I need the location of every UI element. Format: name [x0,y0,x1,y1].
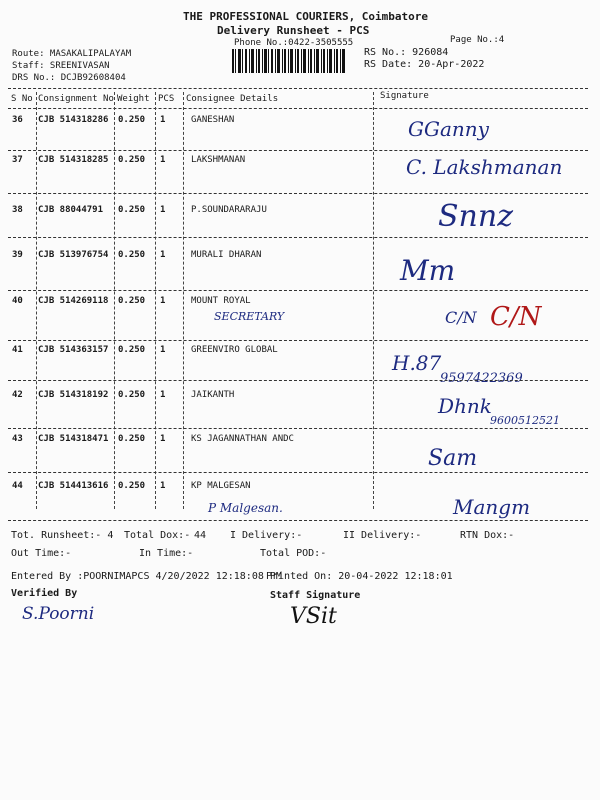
row-sno: 39 [12,250,23,260]
row-pcs: 1 [160,345,166,355]
row-divider [8,340,588,341]
row-sno: 41 [12,345,23,355]
row-sno: 42 [12,390,23,400]
row-weight: 0.250 [118,155,146,165]
staff: Staff: SREENIVASAN [12,61,110,71]
route: Route: MASAKALIPALAYAM [12,49,132,59]
row-signature: C. Lakshmanan [406,155,563,179]
row-weight: 0.250 [118,481,146,491]
row-weight: 0.250 [118,296,146,306]
row-divider [8,472,588,473]
row-signature: Snnz [438,199,513,234]
total-dox-label: Total Dox:- [124,530,191,541]
row-signature: Mangm [453,495,531,519]
table-top-rule [8,88,588,89]
verified-by-signature: S.Poorni [22,604,95,624]
row-pcs: 1 [160,205,166,215]
col-header-weight: Weight [117,94,150,104]
row-consignment: CJB 514318285 [38,155,109,165]
row-sno: 37 [12,155,23,165]
rs-number: RS No.: 926084 [364,47,449,58]
row-consignee: KP MALGESAN [191,481,251,491]
row-pcs: 1 [160,390,166,400]
row-consignee: MURALI DHARAN [191,250,262,260]
row-note: SECRETARY [214,310,285,323]
row-divider [8,428,588,429]
total-pod: Total POD:- [260,548,327,559]
row-divider [8,380,588,381]
col-header-pcs: PCS [158,94,175,104]
row-sno: 38 [12,205,23,215]
row-pcs: 1 [160,115,166,125]
phone-number: Phone No.:0422-3505555 [234,38,354,48]
row-pcs: 1 [160,155,166,165]
row-signature: Dhnk [438,394,492,418]
row-sno: 40 [12,296,23,306]
printed-on: Printed On: 20-04-2022 12:18:01 [266,571,453,582]
col-header-signature: Signature [380,91,429,101]
row-signature: GGanny [408,117,489,141]
row-pcs: 1 [160,250,166,260]
row-phone: 9597422369 [440,371,523,386]
table-header-rule [8,108,588,109]
ii-delivery: II Delivery:- [343,530,422,541]
row-consignment: CJB 514318471 [38,434,109,444]
row-consignment: CJB 514413616 [38,481,109,491]
row-signature: H.87 [392,351,442,375]
i-delivery: I Delivery:- [230,530,303,541]
row-pcs: 1 [160,434,166,444]
row-sno: 44 [12,481,23,491]
row-weight: 0.250 [118,250,146,260]
row-divider [8,520,588,521]
entered-by: Entered By :POORNIMAPCS 4/20/2022 12:18:08 PM [11,571,282,582]
row-weight: 0.250 [118,205,146,215]
total-runsheet: Tot. Runsheet:- 4 [11,530,114,541]
document-title: Delivery Runsheet - PCS [217,24,370,37]
row-divider [8,237,588,238]
row-pcs: 1 [160,481,166,491]
rs-date: RS Date: 20-Apr-2022 [364,59,485,70]
staff-signature-label: Staff Signature [270,590,361,601]
barcode [232,49,346,73]
row-consignee: LAKSHMANAN [191,155,246,165]
row-consignment: CJB 513976754 [38,250,109,260]
row-consignee: GREENVIRO GLOBAL [191,345,278,355]
col-header-consignee: Consignee Details [186,94,279,104]
row-signature: Sam [428,446,478,471]
row-divider [8,290,588,291]
page-number: Page No.:4 [450,35,505,45]
row-weight: 0.250 [118,390,146,400]
row-consignee: JAIKANTH [191,390,235,400]
row-signature: Mm [400,254,456,287]
rtn-dox: RTN Dox:- [460,530,515,541]
row-signature-stamp: C/N [490,302,542,332]
row-weight: 0.250 [118,345,146,355]
row-sno: 43 [12,434,23,444]
row-consignment: CJB 88044791 [38,205,104,215]
row-divider [8,193,588,194]
total-dox-value: 44 [194,530,207,541]
drs-number: DRS No.: DCJB92608404 [12,73,126,83]
row-divider [8,150,588,151]
col-header-sno: S No [11,94,33,104]
staff-signature: VSit [290,604,337,629]
row-weight: 0.250 [118,434,146,444]
row-phone: 9600512521 [490,414,560,427]
row-consignment: CJB 514363157 [38,345,109,355]
row-consignment: CJB 514318286 [38,115,109,125]
row-consignment: CJB 514318192 [38,390,109,400]
row-note: P Malgesan. [208,501,283,515]
row-sno: 36 [12,115,23,125]
company-title: THE PROFESSIONAL COURIERS, Coimbatore [183,10,429,23]
row-signature: C/N [445,308,477,327]
row-consignee: KS JAGANNATHAN ANDC [191,434,294,444]
col-header-consignment: Consignment No [38,94,114,104]
out-time: Out Time:- [11,548,72,559]
verified-by-label: Verified By [11,588,78,599]
row-consignment: CJB 514269118 [38,296,109,306]
row-consignee: MOUNT ROYAL [191,296,251,306]
row-weight: 0.250 [118,115,146,125]
in-time: In Time:- [139,548,194,559]
row-pcs: 1 [160,296,166,306]
row-consignee: P.SOUNDARARAJU [191,205,267,215]
row-consignee: GANESHAN [191,115,235,125]
